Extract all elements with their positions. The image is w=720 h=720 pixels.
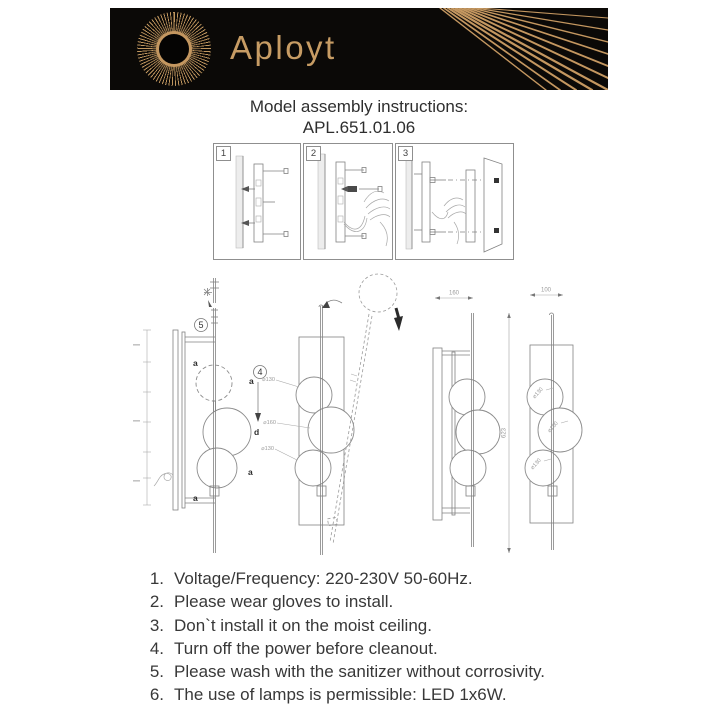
exploded-fastener	[204, 278, 219, 323]
page-title	[110, 96, 608, 138]
item-text: Please wear gloves to install.	[174, 592, 394, 612]
list-item	[128, 590, 628, 613]
label-a-plate-bottom: a	[193, 493, 198, 503]
step-2-drawing-icon	[304, 144, 392, 259]
step-number-3: 3	[398, 146, 413, 161]
dim-globe-top-2: ⌀130	[531, 386, 545, 401]
item-text: The use of lamps is permissible: LED 1x6W.	[174, 685, 507, 705]
label-a-plate-top: a	[193, 358, 198, 368]
list-item	[128, 567, 628, 590]
step-3-drawing-icon	[396, 144, 513, 259]
label-a-right-bottom: a	[248, 467, 253, 477]
title-line1: Model assembly instructions:	[249, 97, 469, 116]
assembly-step-3	[395, 143, 514, 260]
label-d: d	[254, 427, 260, 437]
dim-height: 623	[501, 427, 508, 439]
dim-globe-bottom: ⌀130	[261, 446, 274, 452]
dim-globe-top: ⌀130	[262, 377, 275, 383]
item-text: Turn off the power before cleanout.	[174, 638, 438, 658]
item-number: 5.	[149, 662, 164, 682]
item-text: Please wash with the sanitizer without corrosivity.	[174, 662, 546, 682]
step-number-2: 2	[306, 146, 321, 161]
step-1-drawing-icon	[214, 144, 300, 259]
dim-front-width: 100	[540, 287, 552, 294]
callout-5: 5	[198, 320, 204, 331]
dim-globe-mid-2: ⌀160	[546, 420, 560, 435]
list-item	[128, 614, 628, 637]
decorative-rays-icon	[110, 8, 608, 90]
step-number-1: 1	[216, 146, 231, 161]
dim-side-width: 160	[448, 290, 460, 297]
assembly-step-1	[213, 143, 301, 260]
item-number: 3.	[149, 615, 164, 635]
list-item	[128, 660, 628, 683]
view-side-dimensioned	[433, 291, 511, 554]
list-item	[128, 683, 628, 706]
brand-name: Aployt	[230, 29, 337, 66]
model-number: APL.651.01.06	[302, 118, 416, 137]
dim-globe-mid: ⌀160	[263, 420, 276, 426]
item-number: 1.	[149, 569, 164, 588]
view-front-insertion	[261, 274, 403, 555]
view-front-dimensioned	[525, 288, 582, 551]
item-text: Voltage/Frequency: 220-230V 50-60Hz.	[174, 569, 473, 588]
list-item	[128, 637, 628, 660]
dim-globe-bottom-2: ⌀130	[529, 457, 543, 472]
item-number: 6.	[149, 685, 164, 705]
assembly-steps	[213, 143, 514, 260]
item-number: 4.	[149, 638, 164, 658]
brand-banner	[110, 8, 608, 90]
callout-4: 4	[257, 367, 263, 378]
lamp-technical-drawing	[120, 270, 710, 570]
assembly-step-2	[303, 143, 393, 260]
item-number: 2.	[149, 592, 164, 612]
view-side-exploded	[133, 278, 267, 553]
label-a-right-top: a	[249, 376, 254, 386]
instructions-list	[128, 567, 628, 707]
item-text: Don`t install it on the moist ceiling.	[174, 615, 432, 635]
